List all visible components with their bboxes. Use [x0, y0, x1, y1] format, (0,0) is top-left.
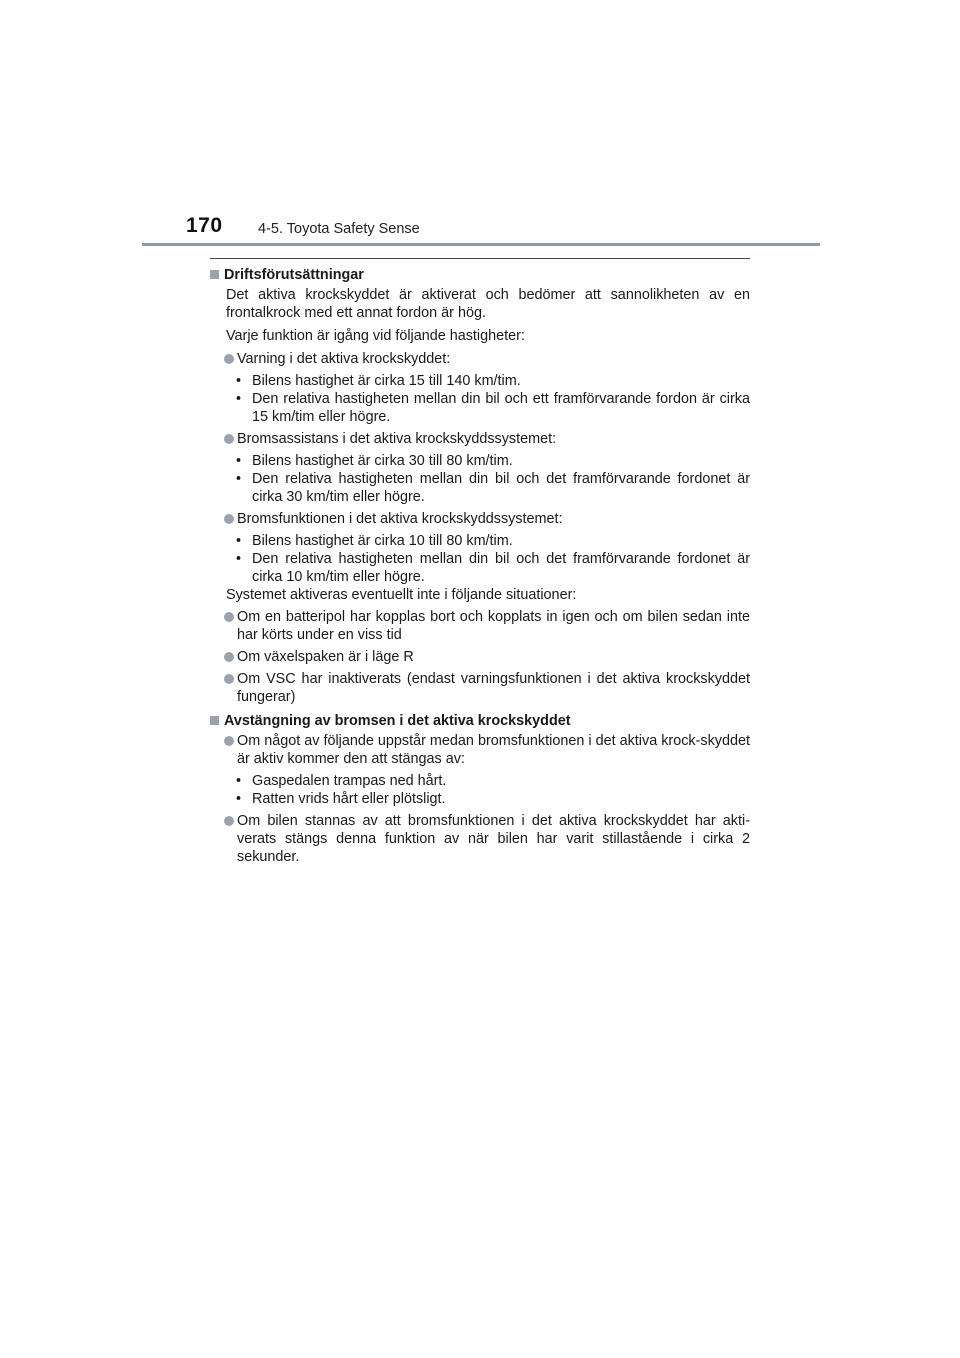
sub-list-item	[236, 390, 750, 426]
circle-bullet-icon	[224, 674, 234, 684]
page-header	[0, 0, 960, 260]
list-item	[224, 670, 750, 706]
circle-bullet-icon	[224, 514, 234, 524]
sub-list-item-text: Ratten vrids hårt eller plötsligt.	[252, 791, 446, 807]
dot-mark-icon: •	[236, 373, 242, 389]
sub-list-item-text: Bilens hastighet är cirka 30 till 80 km/tim.	[252, 453, 513, 469]
list-item	[224, 648, 750, 666]
paragraph: Det aktiva krockskyddet är aktiverat och bedömer att sannolikheten av en frontalkrock med ett annat fordon är hög.	[226, 287, 750, 321]
dot-mark-icon: •	[236, 551, 242, 567]
section-title: 4-5. Toyota Safety Sense	[258, 221, 420, 237]
list-item-text: Bromsfunktionen i det aktiva krockskyddssystemet:	[237, 511, 563, 527]
sub-list-item	[236, 550, 750, 586]
heading-brake-deactivation	[210, 712, 750, 730]
list-item-text: Bromsassistans i det aktiva krockskyddssystemet:	[237, 431, 557, 447]
sub-list-item-text: Den relativa hastigheten mellan din bil och det framförvarande fordonet är cirka 10 km/tim eller högre.	[252, 551, 750, 585]
sub-list	[210, 452, 750, 506]
circle-bullet-icon	[224, 652, 234, 662]
heading-text: Avstängning av bromsen i det aktiva krockskyddet	[224, 713, 571, 729]
circle-bullet-icon	[224, 816, 234, 826]
dot-mark-icon: •	[236, 533, 242, 549]
sub-list-item	[236, 790, 750, 808]
sub-list-item	[236, 772, 750, 790]
sub-list	[210, 372, 750, 426]
sub-list-item-text: Den relativa hastigheten mellan din bil och det framförvarande fordonet är cirka 30 km/tim eller högre.	[252, 471, 750, 505]
heading-text: Driftsförutsättningar	[224, 267, 364, 283]
circle-bullet-icon	[224, 434, 234, 444]
list-item	[224, 430, 750, 448]
content-rule	[210, 258, 750, 259]
sub-list	[210, 532, 750, 586]
content-body	[210, 266, 750, 870]
list-item	[224, 350, 750, 368]
sub-list-item-text: Gaspedalen trampas ned hårt.	[252, 773, 447, 789]
sub-list	[210, 772, 750, 808]
paragraph: Systemet aktiveras eventuellt inte i följande situationer:	[226, 587, 577, 603]
list-item	[224, 732, 750, 768]
dot-mark-icon: •	[236, 791, 242, 807]
square-bullet-icon	[210, 270, 219, 279]
list-item	[224, 812, 750, 866]
sub-list-item	[236, 470, 750, 506]
sub-list-item-text: Bilens hastighet är cirka 15 till 140 km/tim.	[252, 373, 521, 389]
dot-mark-icon: •	[236, 453, 242, 469]
sub-list-item-text: Bilens hastighet är cirka 10 till 80 km/tim.	[252, 533, 513, 549]
circle-bullet-icon	[224, 354, 234, 364]
square-bullet-icon	[210, 716, 219, 725]
heading-operating-conditions	[210, 266, 750, 284]
list-item-text: Varning i det aktiva krockskyddet:	[237, 351, 451, 367]
dot-mark-icon: •	[236, 471, 242, 487]
circle-bullet-icon	[224, 612, 234, 622]
list-item	[224, 510, 750, 528]
sub-list-item	[236, 532, 750, 550]
paragraph: Varje funktion är igång vid följande hastigheter:	[226, 328, 525, 344]
list-item-text: Om en batteripol har kopplas bort och kopplats in igen och om bilen sedan inte har körts under en viss tid	[237, 609, 750, 643]
page-number: 170	[186, 214, 223, 237]
list-item-text: Om växelspaken är i läge R	[237, 649, 414, 665]
sub-list-item	[236, 372, 750, 390]
sub-list-item-text: Den relativa hastigheten mellan din bil och ett framförvarande fordon är cirka 15 km/tim eller högre.	[252, 391, 750, 425]
circle-bullet-icon	[224, 736, 234, 746]
dot-mark-icon: •	[236, 773, 242, 789]
list-item-text: Om VSC har inaktiverats (endast varningsfunktionen i det aktiva krockskyddet fungerar)	[237, 671, 750, 705]
list-item	[224, 608, 750, 644]
list-item-text: Om bilen stannas av att bromsfunktionen i det aktiva krockskyddet har akti-verats stängs denna funktion av när bilen har varit stillastående i cirka 2 sekunder.	[237, 813, 750, 865]
header-rule	[142, 243, 820, 246]
list-item-text: Om något av följande uppstår medan bromsfunktionen i det aktiva krock-skyddet är aktiv kommer den att stängas av:	[237, 733, 750, 767]
sub-list-item	[236, 452, 750, 470]
dot-mark-icon: •	[236, 391, 242, 407]
